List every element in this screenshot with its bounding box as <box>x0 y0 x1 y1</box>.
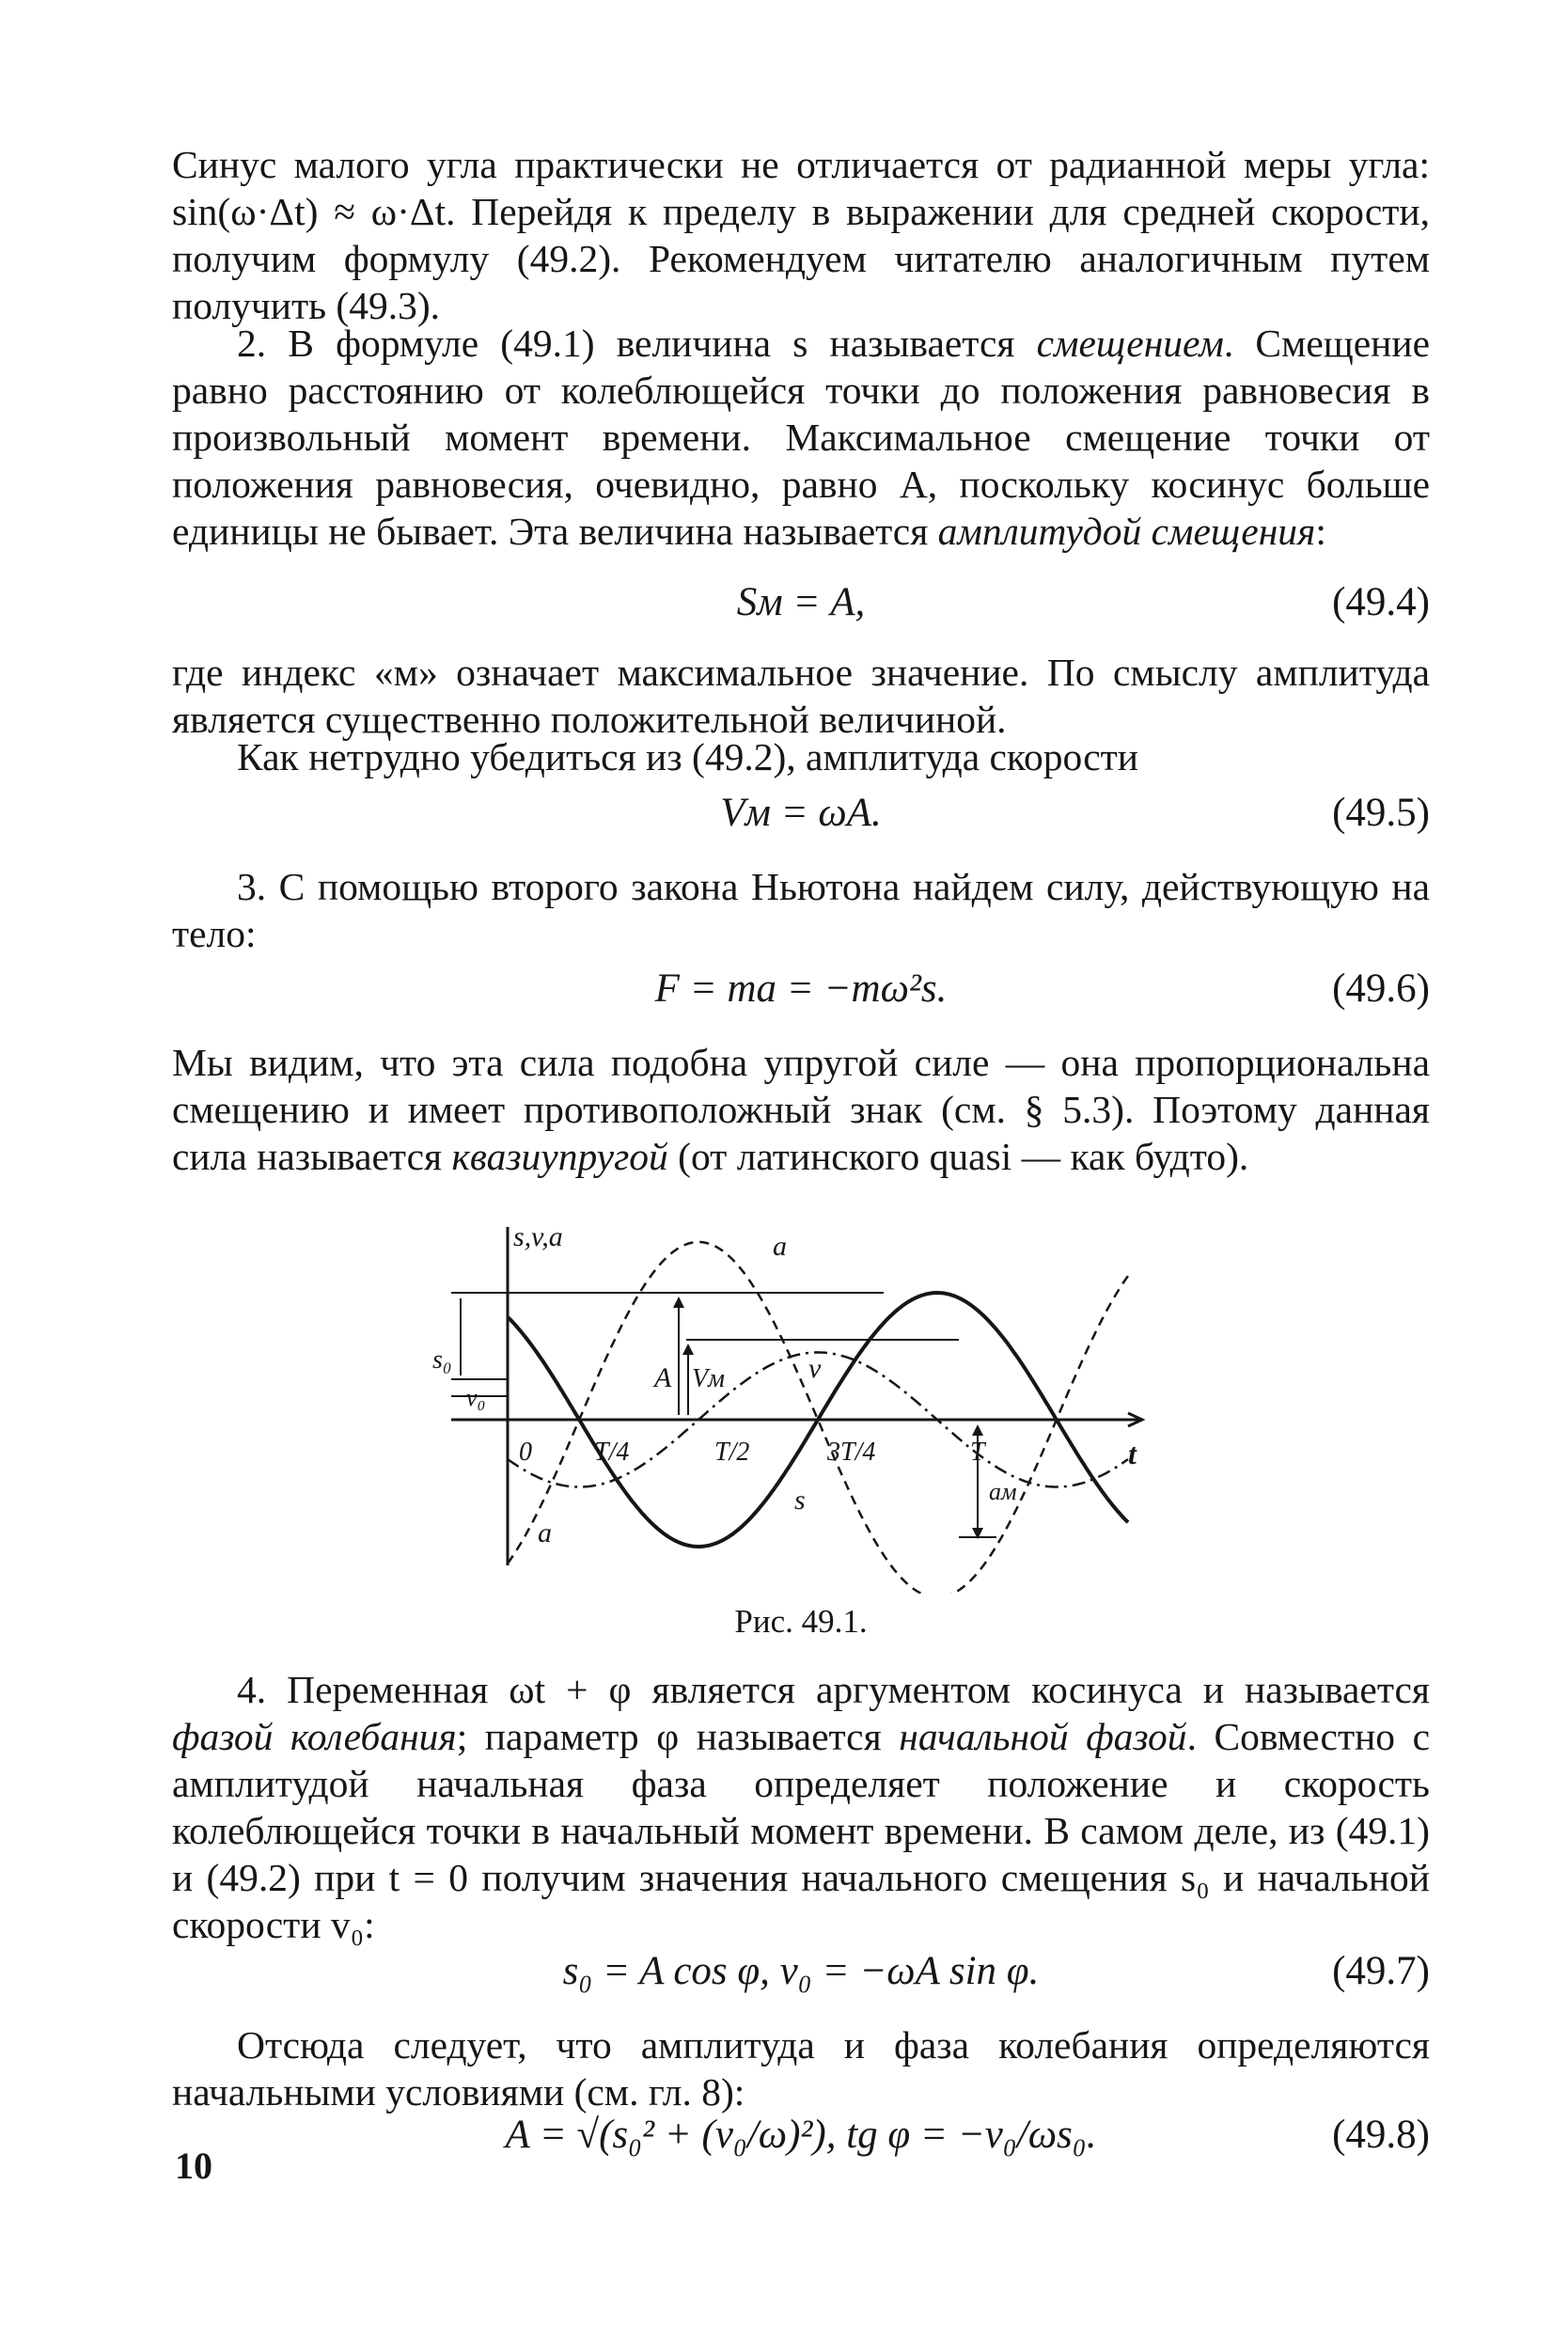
equation-49-6: F = ma = −mω²s. (49.6) <box>172 964 1430 1014</box>
equation-number: (49.6) <box>1332 967 1430 1011</box>
term-displacement: смещением <box>1036 322 1224 365</box>
tick-label-T2: T/2 <box>714 1438 750 1467</box>
tick-label-3T4: 3T/4 <box>827 1438 876 1467</box>
oscillation-graph <box>432 1218 1147 1594</box>
paragraph-newton-force: 3. С помощью второго закона Ньютона найдем силу, действующую на тело: <box>172 865 1430 955</box>
equation-number: (49.7) <box>1332 1949 1430 1993</box>
label-s: s <box>794 1485 806 1516</box>
paragraph-initial-conditions: Отсюда следует, что амплитуда и фаза колебания определяются начальными условиями (см. гл. 8): <box>172 2023 1430 2114</box>
equation-49-4: Sм = A, (49.4) <box>172 577 1430 628</box>
page-number: 10 <box>175 2145 212 2187</box>
paragraph-sine-small-angle: Синус малого угла практически не отличается от радианной меры угла: sin(ω·Δt) ≈ ω·Δt. Перейдя к пределу в выражении для средней скорости, получим формулу (49.2). Рекомендуем читателю аналогичным путем получить (49.3). <box>172 143 1430 327</box>
y-axis-label: s,v,a <box>513 1221 563 1252</box>
paragraph-index-m: где индекс «м» означает максимальное значение. По смыслу амплитуда является существенно положительной величиной. <box>172 651 1430 741</box>
am-arrow-head-top <box>972 1424 983 1436</box>
equation-number: (49.4) <box>1332 580 1430 624</box>
label-am: aм <box>989 1478 1017 1505</box>
tick-label-T4: T/4 <box>594 1438 630 1467</box>
label-a-bottom: a <box>538 1517 552 1548</box>
paragraph-velocity-amplitude: Как нетрудно убедиться из (49.2), амплитуда скорости <box>237 735 1139 778</box>
term-displacement-amplitude: амплитудой смещения <box>937 510 1316 553</box>
figure-caption: Рис. 49.1. <box>734 1603 868 1640</box>
x-axis-label: t <box>1128 1437 1137 1470</box>
term-quasi-elastic: квазиупругой <box>451 1135 668 1178</box>
Vm-arrow-head <box>682 1344 694 1355</box>
label-a-top: a <box>773 1231 787 1262</box>
term-initial-phase: начальной фазой <box>899 1715 1187 1758</box>
tick-label-T: T <box>970 1438 985 1467</box>
equation-49-7: s₀ = A cos φ, v₀ = −ωA sin φ. (49.7) <box>172 1946 1430 1997</box>
equation-49-5: Vм = ωA. (49.5) <box>172 788 1430 839</box>
equation-number: (49.5) <box>1332 791 1430 835</box>
equation-49-8: A = √(s₀² + (v₀/ω)²), tg φ = −v₀/ωs₀. (49.8) <box>172 2110 1430 2161</box>
term-oscillation-phase: фазой колебания <box>172 1715 457 1758</box>
tick-label-0: 0 <box>519 1438 532 1467</box>
label-A: A <box>654 1362 672 1393</box>
paragraph-quasi-elastic: Мы видим, что эта сила подобна упругой силе — она пропорциональна смещению и имеет противоположный знак (см. § 5.3). Поэтому данная сила называется квазиупругой (от латинского quasi — как будто). <box>172 1041 1430 1178</box>
A-arrow-head <box>673 1297 684 1308</box>
paragraph-phase: 4. Переменная ωt + φ является аргументом косинуса и называется фазой колебания; параметр φ называется начальной фазой. Совместно с амплитудой начальная фаза определяет положение и скорость колеблющейся точки в начальный момент времени. В самом деле, из (49.1) и (49.2) при t = 0 получим значения начального смещения s₀ и начальной скорости v₀: <box>172 1668 1431 1946</box>
label-Vm: Vм <box>692 1364 725 1393</box>
figure-49-1 <box>432 1218 1147 1594</box>
label-s0: s₀ <box>432 1345 452 1375</box>
label-v0: v₀ <box>466 1384 486 1411</box>
equation-number: (49.8) <box>1332 2113 1430 2157</box>
label-v: v <box>808 1353 822 1384</box>
curves <box>508 1242 1128 1594</box>
paragraph-displacement: 2. В формуле (49.1) величина s называется смещением. Смещение равно расстоянию от колеблющейся точки до положения равновесия в произвольный момент времени. Максимальное смещение точки от положения равновесия, очевидно, равно A, поскольку косинус больше единицы не бывает. Эта величина называется амплитудой смещения: <box>172 322 1431 553</box>
